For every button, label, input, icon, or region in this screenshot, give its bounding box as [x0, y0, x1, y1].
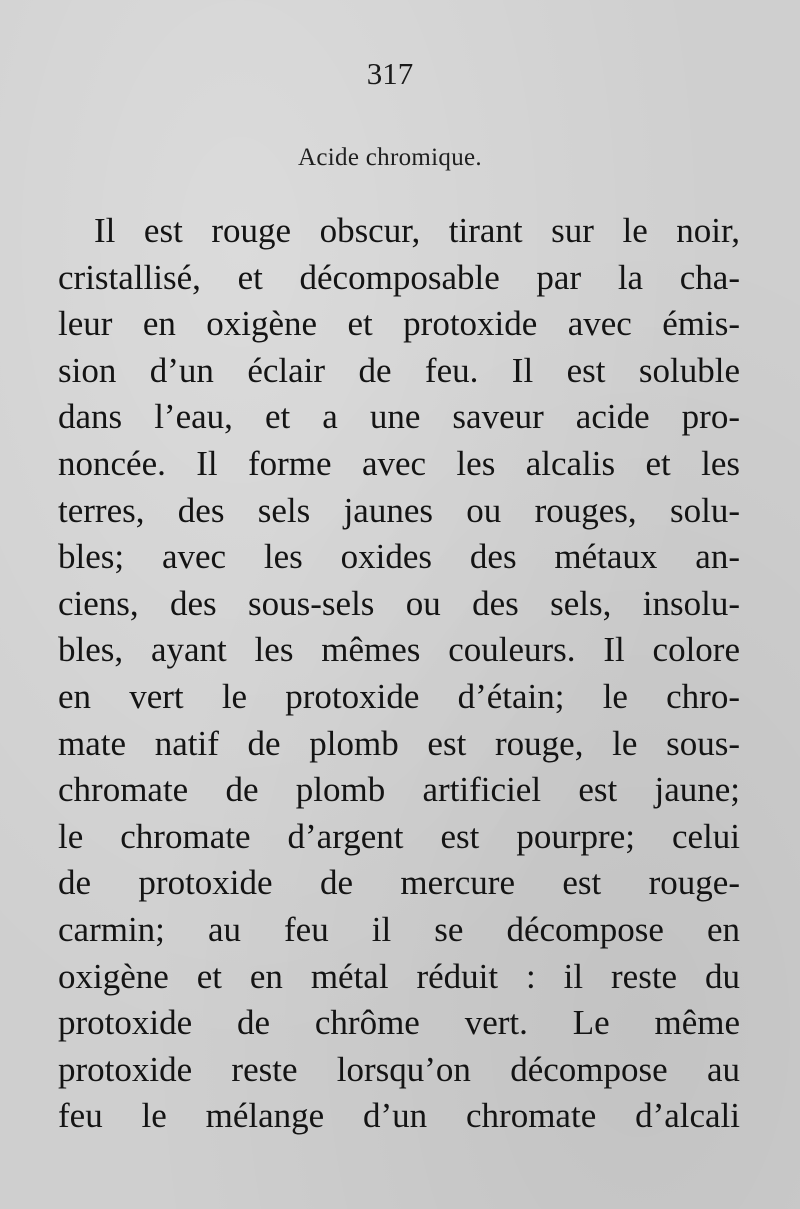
text-line: bles; avec les oxides des métaux an-: [58, 537, 740, 577]
text-line: carmin; au feu il se décompose en: [58, 909, 740, 949]
text-line: en vert le protoxide d’étain; le chro-: [58, 676, 740, 716]
text-line: feu le mélange d’un chromate d’alcali: [58, 1096, 740, 1136]
text-line: noncée. Il forme avec les alcalis et les: [58, 443, 740, 483]
text-line: chromate de plomb artificiel est jaune;: [58, 770, 740, 810]
text-line: mate natif de plomb est rouge, le sous-: [58, 723, 740, 763]
text-line: oxigène et en métal réduit : il reste du: [58, 956, 740, 996]
section-title: Acide chromique.: [298, 144, 482, 171]
page-number: 317: [366, 56, 414, 91]
text-line: cristallisé, et décomposable par la cha-: [58, 257, 740, 297]
text-line: bles, ayant les mêmes couleurs. Il colore: [58, 630, 740, 670]
text-line: ciens, des sous-sels ou des sels, insolu-: [58, 583, 740, 623]
body-text: [58, 208, 740, 1140]
text-line: de protoxide de mercure est rouge-: [58, 863, 740, 903]
text-line: Il est rouge obscur, tirant sur le noir,: [94, 211, 740, 250]
text-line: le chromate d’argent est pourpre; celui: [58, 816, 740, 856]
text-line: leur en oxigène et protoxide avec émis-: [58, 304, 740, 344]
text-line: terres, des sels jaunes ou rouges, solu-: [58, 490, 740, 530]
text-line: protoxide reste lorsqu’on décompose au: [58, 1049, 740, 1089]
text-line: protoxide de chrôme vert. Le même: [58, 1003, 740, 1043]
text-line: sion d’un éclair de feu. Il est soluble: [58, 350, 740, 390]
text-line: dans l’eau, et a une saveur acide pro-: [58, 397, 740, 437]
